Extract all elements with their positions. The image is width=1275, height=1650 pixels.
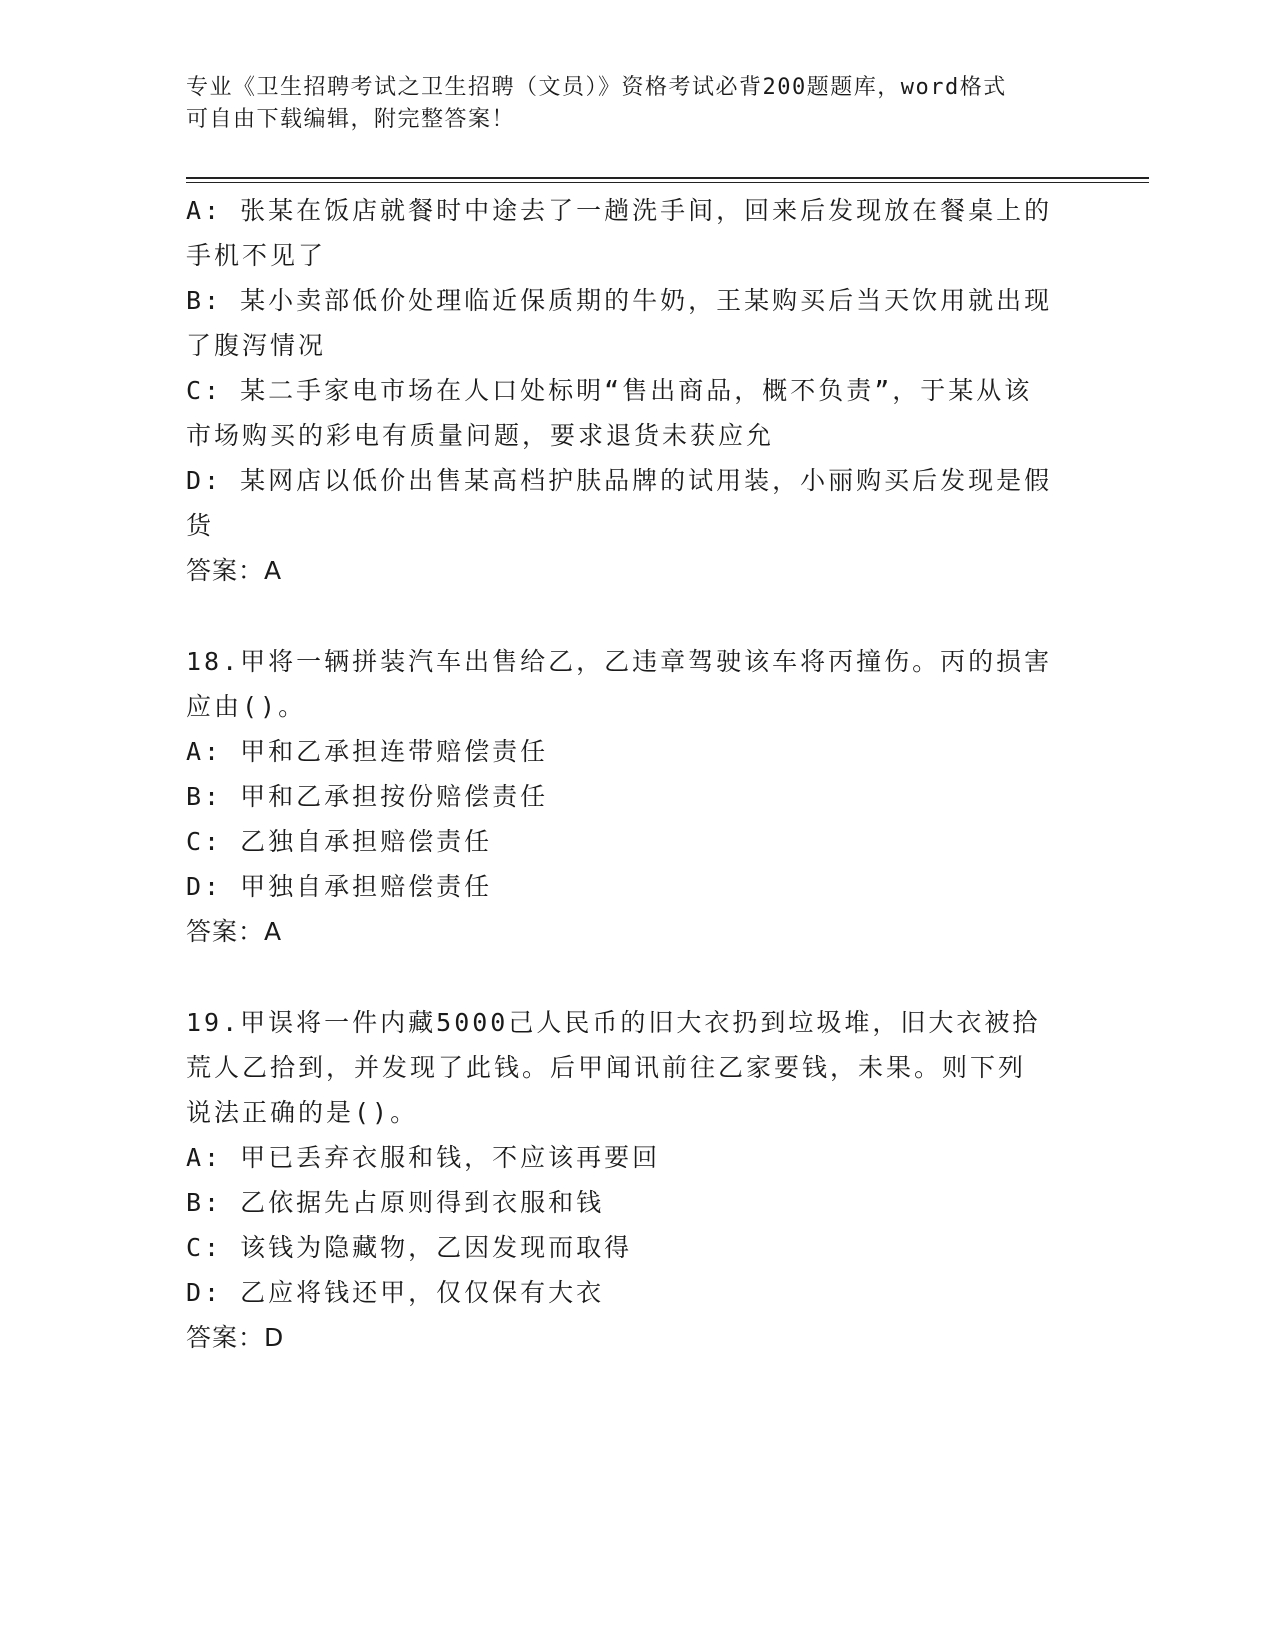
- q18-option-a: A: 甲和乙承担连带赔偿责任: [186, 737, 549, 766]
- q19-stem-line-1: 19.甲误将一件内藏5000己人民币的旧大衣扔到垃圾堆，旧大衣被拾: [186, 1008, 1041, 1037]
- q17-option-b-line-1: B: 某小卖部低价处理临近保质期的牛奶，王某购买后当天饮用就出现: [186, 286, 1053, 315]
- q18-stem-line-2: 应由()。: [186, 692, 307, 721]
- question-17-options: [186, 188, 1066, 593]
- q18-option-b: B: 甲和乙承担按份赔偿责任: [186, 782, 549, 811]
- q17-option-a-line-2: 手机不见了: [186, 241, 327, 270]
- question-18: [186, 639, 1066, 954]
- q18-option-c: C: 乙独自承担赔偿责任: [186, 827, 493, 856]
- q19-option-c: C: 该钱为隐藏物，乙因发现而取得: [186, 1233, 633, 1262]
- q17-option-c-line-2: 市场购买的彩电有质量问题，要求退货未获应允: [186, 421, 775, 450]
- q18-option-d: D: 甲独自承担赔偿责任: [186, 872, 493, 901]
- q19-option-a: A: 甲已丢弃衣服和钱，不应该再要回: [186, 1143, 661, 1172]
- q17-option-d-line-2: 货: [186, 511, 215, 540]
- header-line-2: 可自由下载编辑，附完整答案！: [186, 107, 516, 132]
- q17-option-c-line-1: C: 某二手家电市场在人口处标明“售出商品，概不负责”，于某从该: [186, 376, 1033, 405]
- q19-stem-line-3: 说法正确的是()。: [186, 1098, 419, 1127]
- question-19: [186, 1000, 1066, 1360]
- q19-option-b: B: 乙依据先占原则得到衣服和钱: [186, 1188, 605, 1217]
- q18-stem-line-1: 18.甲将一辆拼装汽车出售给乙，乙违章驾驶该车将丙撞伤。丙的损害: [186, 647, 1053, 676]
- question-content: [186, 188, 1066, 1360]
- header-divider-thin: [186, 182, 1149, 183]
- header-divider-thick: [186, 177, 1149, 179]
- q19-option-d: D: 乙应将钱还甲，仅仅保有大衣: [186, 1278, 605, 1307]
- q17-option-b-line-2: 了腹泻情况: [186, 331, 327, 360]
- q19-stem-line-2: 荒人乙拾到，并发现了此钱。后甲闻讯前往乙家要钱，未果。则下列: [186, 1053, 1027, 1082]
- document-header: [186, 72, 1066, 136]
- q17-answer: 答案：A: [186, 556, 283, 585]
- q18-answer: 答案：A: [186, 917, 283, 946]
- q17-option-d-line-1: D: 某网店以低价出售某高档护肤品牌的试用装，小丽购买后发现是假: [186, 466, 1053, 495]
- q17-option-a-line-1: A: 张某在饭店就餐时中途去了一趟洗手间，回来后发现放在餐桌上的: [186, 196, 1053, 225]
- header-line-1: 专业《卫生招聘考试之卫生招聘（文员）》资格考试必背200题题库，word格式: [186, 75, 1007, 100]
- q19-answer: 答案：D: [186, 1323, 285, 1352]
